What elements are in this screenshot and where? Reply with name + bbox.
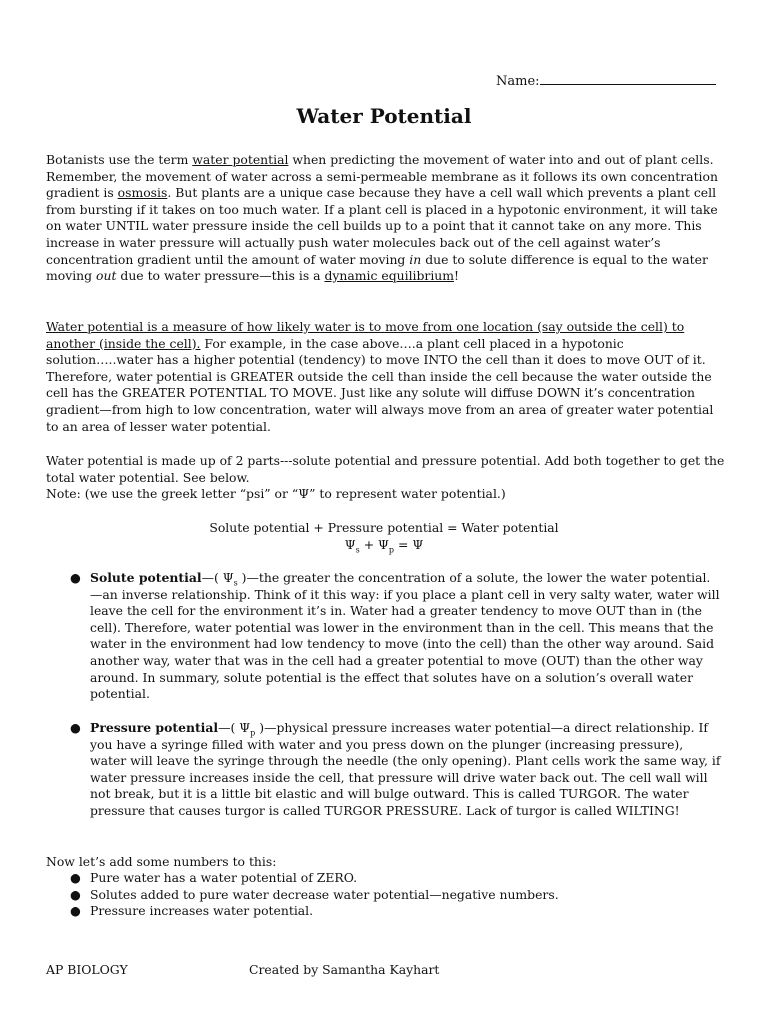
name-blank-line[interactable] bbox=[540, 72, 716, 85]
page-title: Water Potential bbox=[296, 104, 472, 128]
bullet-icon: ● bbox=[70, 903, 81, 919]
equation-symbols: $\Psi_s + \Psi_p = \Psi$ bbox=[344, 537, 424, 555]
list-item: ● Pressure potential—( $\Psi_p$ )—physical pressure increases water potential—a direct relationship. If you have a syringe filled with water and you press down on the plunger (increasing pressure), water will leave the syringe through the needle (the only opening). Plant cells work the same way, if water pressure increases inside the cell, that pressure will drive water back out. The cell wall will not break, but it is a little bit elastic and will bulge outward. This is called TURGOR. The water pressure that causes turgor is called TURGOR PRESSURE. Lack of turgor is called WILTING! bbox=[70, 720, 721, 818]
bullet-icon: ● bbox=[70, 720, 81, 735]
term-osmosis: osmosis bbox=[117, 185, 168, 201]
parts-paragraph: Water potential is made up of 2 parts---solute potential and pressure potential. Add both together to get the total water potential. See below. Note: (we use the greek letter “psi” or “Ψ” to represent water potential.) bbox=[46, 453, 725, 502]
intro-paragraph: Botanists use the term water potential when predicting the movement of water into and out of plant cells. Remember, the movement of water across a semi-permeable membrane as it follows its own concentration gradient is osmosis. But plants are a unique case because they have a cell wall which prevents a plant cell from bursting if it takes on too much water. If a plant cell is placed in a hypotonic environment, it will take on water UNTIL water pressure inside the cell builds up to a point that it cannot take on any more. This increase in water pressure will actually push water molecules back out of the cell against water’s concentration gradient until the amount of water moving in due to solute difference is equal to the water moving out due to water pressure—this is a dynamic equilibrium! bbox=[46, 152, 718, 284]
list-item: ● Pure water has a water potential of ZERO. bbox=[70, 870, 358, 885]
name-label: Name: bbox=[496, 74, 540, 89]
numbers-lead: Now let’s add some numbers to this: bbox=[46, 854, 277, 869]
equation-words: Solute potential + Pressure potential = Water potential bbox=[209, 520, 559, 535]
list-item: ● Solute potential—( $\Psi_s$ )—the greater the concentration of a solute, the lower the water potential.—an inverse relationship. Think of it this way: if you place a plant cell in very salty water, water will leave the cell for the environment it’s in. Water had a greater tendency to move OUT than in (the cell). Therefore, water potential was lower in the environment than in the cell. This means that the water in the environment had low tendency to move (into the cell) than the other way around. Said another way, water that was in the cell had a greater potential to move (OUT) than the other way around. In summary, solute potential is the effect that solutes have on a solution’s overall water potential. bbox=[70, 570, 720, 702]
definition-paragraph: Water potential is a measure of how likely water is to move from one location (say outside the cell) to another (inside the cell). For example, in the case above….a plant cell placed in a hypotonic solution…..water has a higher potential (tendency) to move INTO the cell than it does to move OUT of it. Therefore, water potential is GREATER outside the cell than inside the cell because the water outside the cell has the GREATER POTENTIAL TO MOVE. Just like any solute will diffuse DOWN it’s concentration gradient—from high to low concentration, water will always move from an area of greater water potential to an area of lesser water potential. bbox=[46, 319, 714, 434]
pressure-potential-bullet bbox=[46, 720, 722, 820]
numbers-list bbox=[46, 870, 722, 920]
bullet-term: Pressure potential bbox=[90, 720, 219, 735]
list-item: ● Solutes added to pure water decrease water potential—negative numbers. bbox=[70, 886, 559, 902]
definition-underlined: Water potential is a measure of how likely water is to move from one location (say outside the cell) to another (inside the cell). bbox=[46, 319, 685, 351]
term-dynamic-equilibrium: dynamic equilibrium bbox=[324, 268, 455, 284]
name-field[interactable] bbox=[496, 72, 716, 91]
solute-potential-bullet bbox=[46, 570, 722, 703]
bullet-icon: ● bbox=[70, 886, 81, 902]
list-item: ● Pressure increases water potential. bbox=[70, 903, 314, 919]
footer-credit: Created by Samantha Kayhart bbox=[249, 962, 440, 977]
footer-course: AP BIOLOGY bbox=[46, 962, 128, 977]
bullet-icon: ● bbox=[70, 570, 81, 585]
bullet-term: Solute potential bbox=[90, 570, 202, 585]
bullet-icon: ● bbox=[70, 870, 81, 885]
term-water-potential: water potential bbox=[192, 152, 289, 167]
